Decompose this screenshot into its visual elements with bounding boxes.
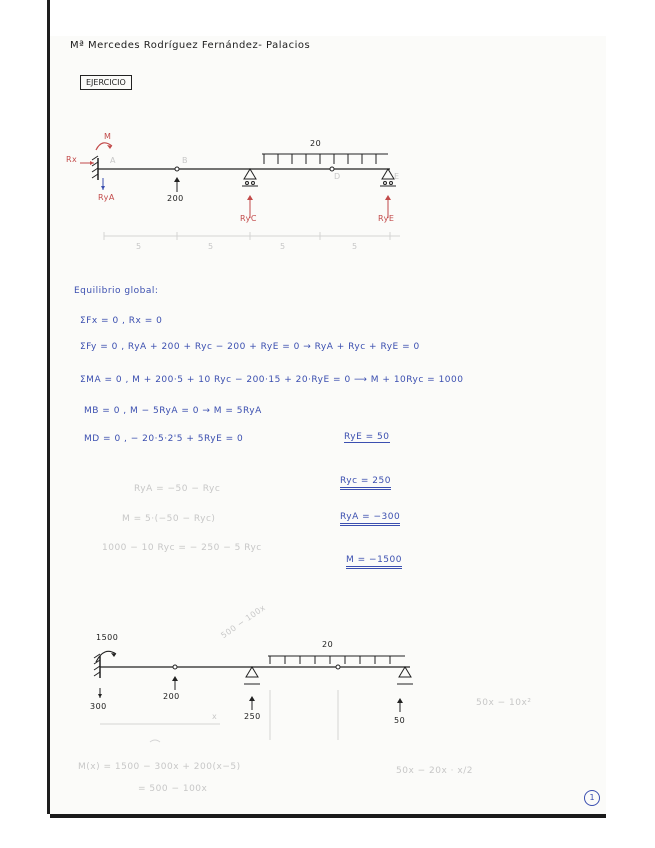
faint-annotation-2: 500 − 100x <box>219 602 268 641</box>
reaction-e-2: 50 <box>394 716 406 725</box>
span-2: 5 <box>208 242 214 251</box>
point-d: D <box>334 172 341 181</box>
faint-right-2: 50x − 20x · x/2 <box>396 766 473 776</box>
exercise-label: EJERCICIO <box>80 75 132 90</box>
faint-line-2: M = 5·(−50 − Ryc) <box>122 514 216 524</box>
equation-sum-fy: ΣFy = 0 , RyA + 200 + Ryc − 200 + RyE = 0 → RyA + Ryc + RyE = 0 <box>80 342 420 352</box>
force-b-label: 200 <box>167 194 184 203</box>
left-force-2: 300 <box>90 702 107 711</box>
point-a: A <box>110 156 116 165</box>
span-4: 5 <box>352 242 358 251</box>
result-rya: RyA = −300 <box>340 512 400 522</box>
result-rye: RyE = 50 <box>344 432 390 442</box>
point-e: E <box>394 172 400 181</box>
span-1: 5 <box>136 242 142 251</box>
span-3: 5 <box>280 242 286 251</box>
force-b-2: 200 <box>163 692 180 701</box>
equilibrium-heading: Equilibrio global: <box>74 286 159 296</box>
rye-label: RyE <box>378 214 395 223</box>
equation-md: MD = 0 , − 20·5·2'5 + 5RyE = 0 <box>84 434 244 444</box>
load-label-1: 20 <box>310 139 322 148</box>
moment-eq-line-2: = 500 − 100x <box>138 784 208 794</box>
result-m: M = −1500 <box>346 555 402 565</box>
moment-value-2: 1500 <box>96 633 119 642</box>
page-number: 1 <box>584 790 600 806</box>
equation-sum-fx: ΣFx = 0 , Rx = 0 <box>80 316 163 326</box>
rya-label: RyA <box>98 193 115 202</box>
moment-eq-line-1: M(x) = 1500 − 300x + 200(x−5) <box>78 762 241 772</box>
equation-sum-ma: ΣMA = 0 , M + 200·5 + 10 Ryc − 200·15 + 20·RyE = 0 ⟶ M + 10Ryc = 1000 <box>80 375 464 385</box>
load-label-2: 20 <box>322 640 334 649</box>
reaction-c-2: 250 <box>244 712 261 721</box>
faint-line-3: 1000 − 10 Ryc = − 250 − 5 Ryc <box>102 543 262 553</box>
moment-label: M <box>104 132 112 141</box>
point-b: B <box>182 156 188 165</box>
ryc-label: RyC <box>240 214 257 223</box>
x-label-2: x <box>212 712 218 721</box>
result-ryc: Ryc = 250 <box>340 476 391 486</box>
equation-mb: MB = 0 , M − 5RyA = 0 → M = 5RyA <box>84 406 262 416</box>
faint-line-1: RyA = −50 − Ryc <box>134 484 221 494</box>
author-name: Mª Mercedes Rodríguez Fernández- Palacios <box>70 40 311 51</box>
rx-label: Rx <box>66 155 78 164</box>
faint-right-1: 50x − 10x² <box>476 698 532 708</box>
